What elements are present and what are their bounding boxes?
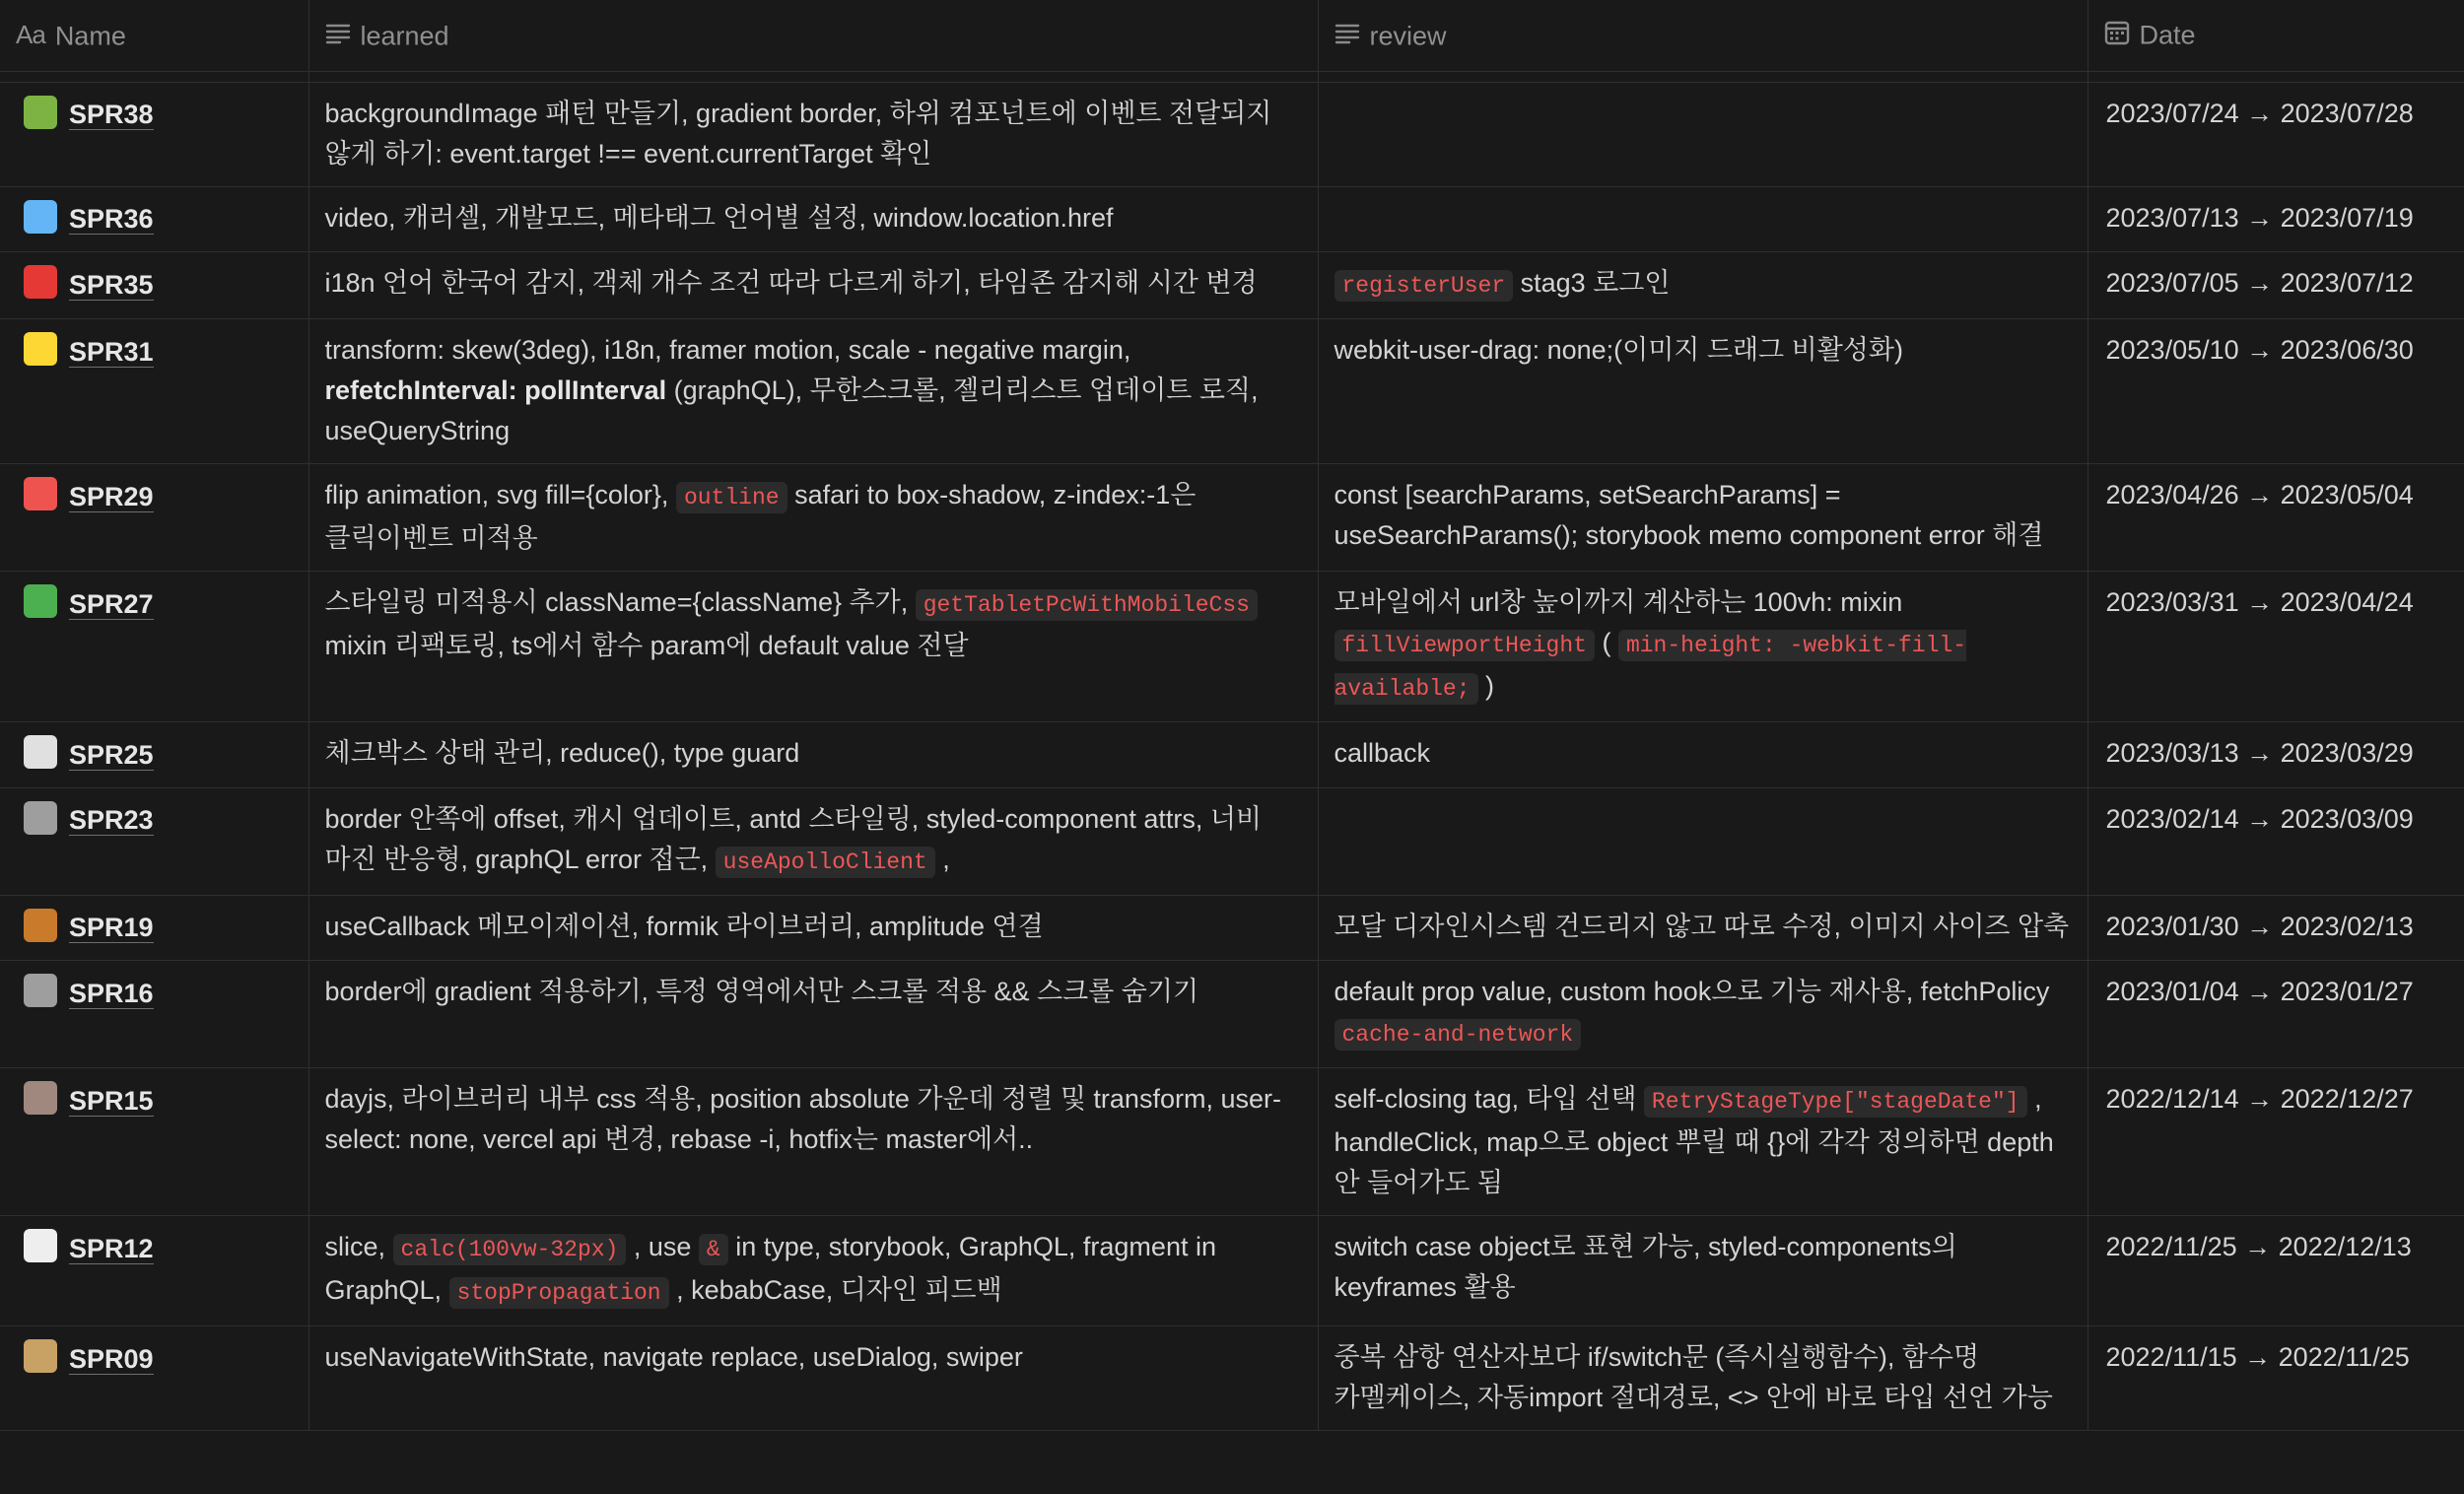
text-segment: ( [1594,628,1618,658]
page-title-link[interactable]: SPR38 [69,100,154,130]
calendar-icon [2104,20,2130,52]
page-title-link[interactable]: SPR12 [69,1233,154,1263]
table-row[interactable] [0,464,2464,572]
inline-code: stopPropagation [449,1277,669,1309]
cell-learned[interactable] [308,1068,1318,1216]
text-segment: useNavigateWithState, navigate replace, useDialog, swiper [324,1342,1023,1373]
castle-icon [24,1081,57,1115]
header-spacer [0,72,2464,83]
inline-code: useApolloClient [716,847,935,878]
column-header-name[interactable] [0,0,308,72]
cell-date[interactable] [2088,895,2464,960]
text-segment: safari to box-shadow, z-index:-1은 클릭이벤트 미적용 [324,480,1197,554]
cell-learned[interactable] [308,961,1318,1068]
text-segment: switch case object로 표현 가능, styled-components의 keyframes 활용 [1334,1232,1957,1303]
cell-name[interactable] [0,895,308,960]
page-title-link[interactable]: SPR35 [69,269,154,300]
cell-date[interactable] [2088,319,2464,464]
column-header-label: Name [54,21,126,51]
date-range: 2023/01/30 → 2023/02/13 [2105,911,2414,941]
cell-name[interactable] [0,1326,308,1431]
text-segment: useCallback 메모이제이션, formik 라이브러리, amplitude 연결 [324,911,1044,941]
cell-name[interactable] [0,787,308,895]
inline-code: getTabletPcWithMobileCss [916,589,1258,621]
date-range: 2023/07/24 → 2023/07/28 [2105,99,2414,128]
table-row[interactable] [0,722,2464,787]
memo-icon [24,1229,57,1262]
cell-review[interactable] [1318,252,2088,319]
table-row[interactable] [0,895,2464,960]
cell-name[interactable] [0,187,308,252]
date-range: 2023/01/04 → 2023/01/27 [2105,977,2414,1007]
date-range: 2023/07/05 → 2023/07/12 [2105,268,2414,299]
page-title-link[interactable]: SPR25 [69,739,154,770]
cell-review[interactable] [1318,722,2088,787]
inline-code: RetryStageType["stageDate"] [1644,1086,2027,1118]
cell-review[interactable] [1318,464,2088,572]
cell-name[interactable] [0,83,308,187]
cell-date[interactable] [2088,1326,2464,1431]
cell-learned[interactable] [308,252,1318,319]
column-header-learned[interactable] [308,0,1318,72]
table-row[interactable] [0,787,2464,895]
text-segment: (graphQL), 무한스크롤, 젤리리스트 업데이트 로직, useQueryString [324,375,1259,446]
cell-name[interactable] [0,961,308,1068]
text-segment: mixin 리팩토링, ts에서 함수 param에 default value 전달 [324,631,969,661]
page-title-link[interactable]: SPR29 [69,481,154,511]
package-icon [24,1339,57,1373]
cell-learned[interactable] [308,464,1318,572]
paperclip-icon [24,801,57,835]
cell-date[interactable] [2088,961,2464,1068]
cell-review[interactable] [1318,895,2088,960]
table-row[interactable] [0,1068,2464,1216]
inline-code: outline [676,482,787,513]
date-range: 2022/11/25 → 2022/12/13 [2105,1232,2412,1262]
text-segment: 모달 디자인시스템 건드리지 않고 따로 수정, 이미지 사이즈 압축 [1334,911,2070,941]
table-row[interactable] [0,1326,2464,1431]
text-segment: , kebabCase, 디자인 피드백 [668,1275,1002,1306]
cell-date[interactable] [2088,572,2464,722]
cell-review[interactable] [1318,319,2088,464]
moon-icon [24,332,57,366]
text-segment: const [searchParams, setSearchParams] = useSearchParams(); storybook memo component error 해결 [1334,480,2044,551]
text-segment: webkit-user-drag: none;(이미지 드래그 비활성화) [1334,335,1903,366]
cell-review[interactable] [1318,787,2088,895]
text-segment: dayjs, 라이브러리 내부 css 적용, position absolute 가운데 정렬 및 transform, user-select: none, vercel api 변경, rebase -i, hotfix는 master에서.. [324,1084,1281,1155]
cell-review[interactable] [1318,83,2088,187]
column-header-label: learned [360,21,449,51]
text-segment: 스타일링 미적용시 className={className} 추가, [324,587,916,618]
cell-review[interactable] [1318,961,2088,1068]
cell-learned[interactable] [308,787,1318,895]
inline-code: min-height: -webkit-fill-available; [1335,630,1967,705]
cell-review[interactable] [1318,1326,2088,1431]
text-segment: 모바일에서 url창 높이까지 계산하는 100vh: mixin [1334,587,1903,618]
table-row[interactable] [0,252,2464,319]
table-header-row [0,0,2464,72]
page-title-link[interactable]: SPR31 [69,336,154,367]
column-header-label: Date [2139,20,2196,50]
page-title-link[interactable]: SPR23 [69,805,154,836]
cell-date[interactable] [2088,722,2464,787]
cell-date[interactable] [2088,1216,2464,1326]
text-segment: , handleClick, map으로 object 뿌릴 때 {}에 각각 정의하면 depth 안 들어가도 됨 [1334,1084,2054,1198]
text-segment: , use [626,1232,699,1262]
cell-name[interactable] [0,464,308,572]
cell-name[interactable] [0,252,308,319]
inline-code: registerUser [1335,270,1514,302]
cell-review[interactable] [1318,187,2088,252]
page-title-link[interactable]: SPR15 [69,1085,154,1116]
page-title-link[interactable]: SPR16 [69,978,154,1008]
page-title-link[interactable]: SPR09 [69,1343,154,1374]
cell-review[interactable] [1318,1068,2088,1216]
text-segment: stag3 로그인 [1513,268,1671,299]
desert-island-icon [24,96,57,129]
table-row[interactable] [0,83,2464,187]
text-segment: backgroundImage 패턴 만들기, gradient border, 하위 컴포넌트에 이벤트 전달되지 않게 하기: event.target !== event.currentTarget 확인 [324,99,1272,169]
text-segment: border에 gradient 적용하기, 특정 영역에서만 스크롤 적용 && 스크롤 숨기기 [324,977,1199,1007]
picture-icon [24,584,57,618]
page-title-link[interactable]: SPR27 [69,588,154,619]
date-range: 2022/12/14 → 2022/12/27 [2105,1084,2414,1115]
inline-code: cache-and-network [1335,1019,1582,1051]
football-icon [24,909,57,942]
text-segment: i18n 언어 한국어 감지, 객체 개수 조건 따라 다르게 하기, 타임존 감지해 시간 변경 [324,268,1258,299]
table-row[interactable] [0,319,2464,464]
cell-review[interactable] [1318,1216,2088,1326]
page-title-link[interactable]: SPR36 [69,204,154,235]
cell-review[interactable] [1318,572,2088,722]
page-title-link[interactable]: SPR19 [69,913,154,943]
date-range: 2023/04/26 → 2023/05/04 [2105,480,2414,510]
inline-code: fillViewportHeight [1335,630,1595,661]
text-segment: flip animation, svg fill={color}, [324,480,676,510]
inline-code: calc(100vw-32px) [393,1234,627,1265]
cell-date[interactable] [2088,464,2464,572]
cell-date[interactable] [2088,787,2464,895]
column-header-date[interactable] [2088,0,2464,72]
text-property-icon: Aa [16,19,45,49]
text-segment: ) [1477,671,1495,702]
cell-learned[interactable] [308,83,1318,187]
cell-name[interactable] [0,572,308,722]
cell-learned[interactable] [308,895,1318,960]
text-segment: self-closing tag, 타입 선택 [1334,1084,1644,1115]
date-range: 2022/11/15 → 2022/11/25 [2105,1342,2410,1373]
cell-date[interactable] [2088,252,2464,319]
text-segment: slice, [324,1232,393,1262]
cell-learned[interactable] [308,1216,1318,1326]
column-header-label: review [1369,21,1447,51]
cell-date[interactable] [2088,187,2464,252]
date-range: 2023/07/13 → 2023/07/19 [2105,203,2414,233]
cell-name[interactable] [0,1216,308,1326]
cell-date[interactable] [2088,1068,2464,1216]
table-row[interactable] [0,1216,2464,1326]
airplane-icon [24,200,57,234]
game-controller-icon [24,974,57,1007]
text-segment: , [934,844,950,874]
text-segment: border 안쪽에 offset, 캐시 업데이트, antd 스타일링, styled-component attrs, 너비 마진 반응형, graphQL error 접근, [324,803,1263,874]
boxing-glove-icon [24,265,57,299]
date-range: 2023/02/14 → 2023/03/09 [2105,803,2414,834]
cell-learned[interactable] [308,187,1318,252]
cell-name[interactable] [0,1068,308,1216]
cell-name[interactable] [0,319,308,464]
column-header-review[interactable] [1318,0,2088,72]
text-segment: in type, storybook, GraphQL, fragment in GraphQL, [324,1232,1216,1306]
date-range: 2023/03/13 → 2023/03/29 [2105,738,2414,769]
cell-learned[interactable] [308,1326,1318,1431]
text-lines-icon [1335,21,1360,51]
table-row[interactable] [0,572,2464,722]
table-row[interactable] [0,961,2464,1068]
text-segment: default prop value, custom hook으로 기능 재사용, fetchPolicy [1334,977,2050,1007]
cell-date[interactable] [2088,83,2464,187]
date-range: 2023/05/10 → 2023/06/30 [2105,335,2414,366]
text-segment: callback [1334,738,1431,769]
text-segment: 체크박스 상태 관리, reduce(), type guard [324,738,800,769]
gift-icon [24,477,57,510]
bold-text: refetchInterval: pollInterval [324,375,667,406]
cell-learned[interactable] [308,572,1318,722]
inline-code: & [699,1234,728,1265]
text-segment: video, 캐러셀, 개발모드, 메타태그 언어별 설정, window.location.href [324,203,1114,233]
text-lines-icon [325,21,351,51]
table-row[interactable] [0,187,2464,252]
cell-learned[interactable] [308,722,1318,787]
date-range: 2023/03/31 → 2023/04/24 [2105,587,2414,618]
train-icon [24,735,57,769]
text-segment: transform: skew(3deg), i18n, framer motion, scale - negative margin, [324,335,1131,366]
cell-learned[interactable] [308,319,1318,464]
cell-name[interactable] [0,722,308,787]
text-segment: 중복 삼항 연산자보다 if/switch문 (즉시실행함수), 함수명 카멜케이스, 자동import 절대경로, <> 안에 바로 타입 선언 가능 [1334,1342,2053,1413]
